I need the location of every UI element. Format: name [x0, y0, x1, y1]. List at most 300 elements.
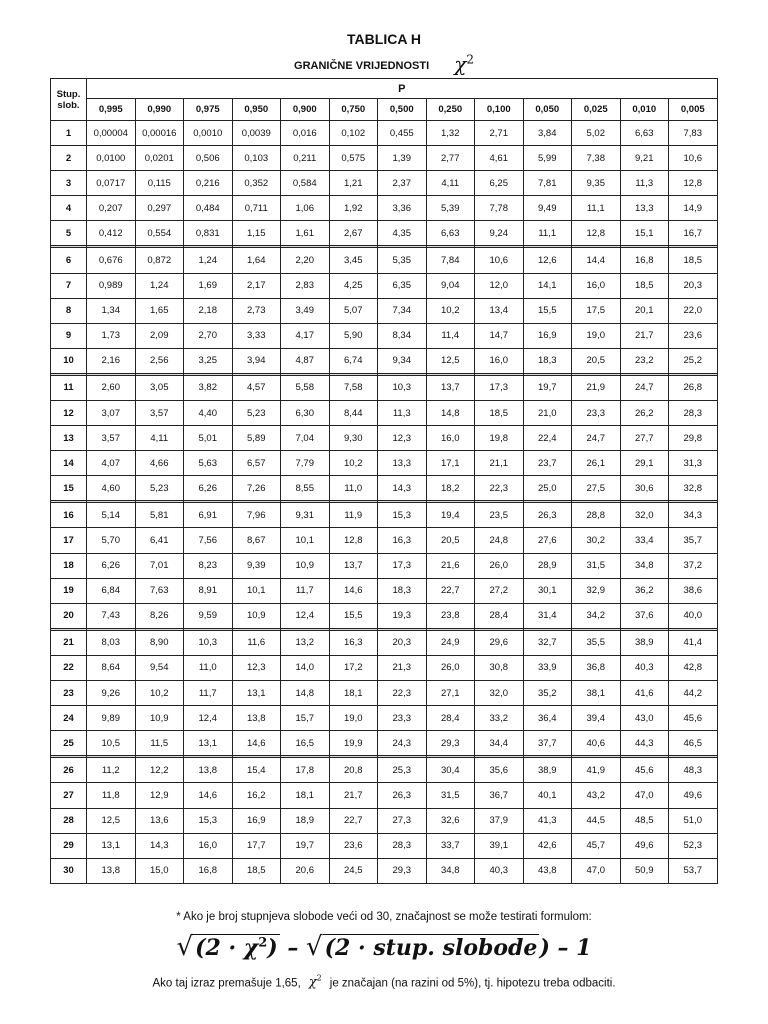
value-cell: 35,5 — [572, 630, 621, 655]
formula: $√(2 \cdot \chi^2) - √(2$ · stup. slobode) – 1 — [176, 932, 592, 962]
value-cell: 15,3 — [378, 503, 427, 528]
value-cell: 38,1 — [572, 681, 621, 706]
value-cell: 26,3 — [378, 783, 427, 808]
value-cell: 12,4 — [184, 706, 233, 731]
value-cell: 40,3 — [620, 655, 669, 680]
table-row — [51, 476, 718, 501]
value-cell: 24,9 — [426, 630, 475, 655]
value-cell: 9,54 — [135, 655, 184, 680]
value-cell: 11,0 — [184, 655, 233, 680]
value-cell: 31,4 — [523, 603, 572, 628]
value-cell: 2,20 — [281, 248, 330, 273]
value-cell: 12,0 — [475, 273, 524, 298]
df-cell: 21 — [51, 630, 87, 655]
df-cell: 6 — [51, 248, 87, 273]
value-cell: 47,0 — [572, 858, 621, 883]
value-cell: 11,6 — [232, 630, 281, 655]
value-cell: 28,8 — [572, 503, 621, 528]
value-cell: 1,06 — [281, 196, 330, 221]
value-cell: 8,44 — [329, 401, 378, 426]
value-cell: 28,9 — [523, 553, 572, 578]
df-cell: 2 — [51, 146, 87, 171]
value-cell: 10,1 — [232, 578, 281, 603]
value-cell: 7,38 — [572, 146, 621, 171]
value-cell: 11,2 — [87, 758, 136, 783]
value-cell: 5,99 — [523, 146, 572, 171]
table-row — [51, 706, 718, 731]
value-cell: 15,5 — [523, 298, 572, 323]
df-cell: 7 — [51, 273, 87, 298]
value-cell: 20,3 — [669, 273, 718, 298]
df-cell: 13 — [51, 426, 87, 451]
table-row — [51, 426, 718, 451]
df-cell: 8 — [51, 298, 87, 323]
value-cell: 32,6 — [426, 808, 475, 833]
df-cell: 29 — [51, 833, 87, 858]
value-cell: 7,63 — [135, 578, 184, 603]
value-cell: 6,30 — [281, 401, 330, 426]
p-value-header: 0,250 — [426, 99, 475, 121]
value-cell: 0,554 — [135, 221, 184, 246]
value-cell: 24,5 — [329, 858, 378, 883]
value-cell: 40,0 — [669, 603, 718, 628]
value-cell: 22,7 — [329, 808, 378, 833]
table-row — [51, 603, 718, 628]
value-cell: 25,2 — [669, 348, 718, 373]
value-cell: 9,31 — [281, 503, 330, 528]
value-cell: 52,3 — [669, 833, 718, 858]
value-cell: 38,9 — [620, 630, 669, 655]
value-cell: 1,34 — [87, 298, 136, 323]
value-cell: 36,7 — [475, 783, 524, 808]
value-cell: 5,63 — [184, 451, 233, 476]
value-cell: 1,61 — [281, 221, 330, 246]
value-cell: 35,7 — [669, 528, 718, 553]
value-cell: 11,7 — [184, 681, 233, 706]
page-title: TABLICA H — [347, 31, 421, 47]
df-cell: 23 — [51, 681, 87, 706]
df-cell: 26 — [51, 758, 87, 783]
value-cell: 6,57 — [232, 451, 281, 476]
value-cell: 25,0 — [523, 476, 572, 501]
p-value-header: 0,950 — [232, 99, 281, 121]
value-cell: 33,7 — [426, 833, 475, 858]
value-cell: 18,3 — [523, 348, 572, 373]
value-cell: 5,14 — [87, 503, 136, 528]
value-cell: 18,5 — [620, 273, 669, 298]
value-cell: 1,69 — [184, 273, 233, 298]
value-cell: 10,6 — [475, 248, 524, 273]
value-cell: 27,2 — [475, 578, 524, 603]
value-cell: 14,9 — [669, 196, 718, 221]
value-cell: 22,0 — [669, 298, 718, 323]
value-cell: 15,7 — [281, 706, 330, 731]
value-cell: 8,23 — [184, 553, 233, 578]
value-cell: 6,35 — [378, 273, 427, 298]
value-cell: 1,64 — [232, 248, 281, 273]
value-cell: 23,6 — [669, 323, 718, 348]
value-cell: 30,1 — [523, 578, 572, 603]
value-cell: 19,0 — [572, 323, 621, 348]
value-cell: 5,23 — [135, 476, 184, 501]
value-cell: 8,91 — [184, 578, 233, 603]
value-cell: 19,4 — [426, 503, 475, 528]
value-cell: 5,01 — [184, 426, 233, 451]
value-cell: 19,7 — [523, 375, 572, 400]
table-row — [51, 783, 718, 808]
value-cell: 40,3 — [475, 858, 524, 883]
value-cell: 44,3 — [620, 731, 669, 756]
value-cell: 13,8 — [232, 706, 281, 731]
value-cell: 34,4 — [475, 731, 524, 756]
value-cell: 13,1 — [184, 731, 233, 756]
table-row — [51, 833, 718, 858]
value-cell: 5,39 — [426, 196, 475, 221]
value-cell: 2,83 — [281, 273, 330, 298]
value-cell: 6,91 — [184, 503, 233, 528]
value-cell: 11,0 — [329, 476, 378, 501]
table-row — [51, 630, 718, 655]
p-value-header: 0,050 — [523, 99, 572, 121]
value-cell: 11,1 — [523, 221, 572, 246]
value-cell: 8,55 — [281, 476, 330, 501]
value-cell: 3,33 — [232, 323, 281, 348]
value-cell: 5,58 — [281, 375, 330, 400]
value-cell: 26,1 — [572, 451, 621, 476]
value-cell: 18,5 — [669, 248, 718, 273]
subtitle-text: GRANIČNE VRIJEDNOSTI — [294, 60, 430, 72]
value-cell: 48,5 — [620, 808, 669, 833]
value-cell: 14,6 — [184, 783, 233, 808]
df-cell: 10 — [51, 348, 87, 373]
value-cell: 26,2 — [620, 401, 669, 426]
value-cell: 14,6 — [329, 578, 378, 603]
value-cell: 43,2 — [572, 783, 621, 808]
value-cell: 17,7 — [232, 833, 281, 858]
value-cell: 5,89 — [232, 426, 281, 451]
value-cell: 41,3 — [523, 808, 572, 833]
value-cell: 4,17 — [281, 323, 330, 348]
value-cell: 0,207 — [87, 196, 136, 221]
value-cell: 42,8 — [669, 655, 718, 680]
value-cell: 30,2 — [572, 528, 621, 553]
value-cell: 25,3 — [378, 758, 427, 783]
df-cell: 14 — [51, 451, 87, 476]
value-cell: 17,3 — [475, 375, 524, 400]
value-cell: 13,7 — [329, 553, 378, 578]
value-cell: 27,1 — [426, 681, 475, 706]
value-cell: 50,9 — [620, 858, 669, 883]
value-cell: 35,6 — [475, 758, 524, 783]
value-cell: 2,70 — [184, 323, 233, 348]
p-value-header: 0,100 — [475, 99, 524, 121]
value-cell: 2,37 — [378, 171, 427, 196]
value-cell: 18,1 — [281, 783, 330, 808]
value-cell: 43,8 — [523, 858, 572, 883]
value-cell: 8,67 — [232, 528, 281, 553]
value-cell: 5,07 — [329, 298, 378, 323]
value-cell: 1,21 — [329, 171, 378, 196]
value-cell: 7,83 — [669, 121, 718, 146]
value-cell: 7,79 — [281, 451, 330, 476]
value-cell: 16,3 — [329, 630, 378, 655]
value-cell: 0,102 — [329, 121, 378, 146]
value-cell: 15,5 — [329, 603, 378, 628]
value-cell: 0,211 — [281, 146, 330, 171]
value-cell: 1,15 — [232, 221, 281, 246]
value-cell: 7,26 — [232, 476, 281, 501]
value-cell: 9,89 — [87, 706, 136, 731]
value-cell: 36,4 — [523, 706, 572, 731]
value-cell: 37,7 — [523, 731, 572, 756]
value-cell: 0,00016 — [135, 121, 184, 146]
value-cell: 10,3 — [184, 630, 233, 655]
table-row — [51, 451, 718, 476]
value-cell: 6,74 — [329, 348, 378, 373]
value-cell: 27,7 — [620, 426, 669, 451]
value-cell: 11,4 — [426, 323, 475, 348]
value-cell: 44,2 — [669, 681, 718, 706]
value-cell: 1,92 — [329, 196, 378, 221]
value-cell: 13,3 — [378, 451, 427, 476]
value-cell: 40,1 — [523, 783, 572, 808]
value-cell: 0,103 — [232, 146, 281, 171]
df-cell: 1 — [51, 121, 87, 146]
value-cell: 20,3 — [378, 630, 427, 655]
p-value-header: 0,025 — [572, 99, 621, 121]
value-cell: 8,90 — [135, 630, 184, 655]
value-cell: 17,2 — [329, 655, 378, 680]
value-cell: 23,6 — [329, 833, 378, 858]
value-cell: 12,6 — [523, 248, 572, 273]
table-row — [51, 808, 718, 833]
p-value-header: 0,900 — [281, 99, 330, 121]
value-cell: 45,6 — [620, 758, 669, 783]
p-header: P — [87, 79, 718, 99]
value-cell: 23,3 — [378, 706, 427, 731]
value-cell: 26,0 — [475, 553, 524, 578]
value-cell: 3,84 — [523, 121, 572, 146]
value-cell: 33,9 — [523, 655, 572, 680]
value-cell: 27,6 — [523, 528, 572, 553]
value-cell: 4,35 — [378, 221, 427, 246]
value-cell: 36,2 — [620, 578, 669, 603]
value-cell: 14,1 — [523, 273, 572, 298]
value-cell: 28,3 — [378, 833, 427, 858]
value-cell: 22,4 — [523, 426, 572, 451]
value-cell: 2,16 — [87, 348, 136, 373]
value-cell: 24,3 — [378, 731, 427, 756]
value-cell: 19,7 — [281, 833, 330, 858]
value-cell: 0,484 — [184, 196, 233, 221]
chi-square-symbol: $\chi^2$ — [454, 52, 474, 76]
df-header: Stup. slob. — [51, 79, 87, 121]
value-cell: 38,6 — [669, 578, 718, 603]
value-cell: 10,2 — [426, 298, 475, 323]
value-cell: 20,8 — [329, 758, 378, 783]
table-row — [51, 758, 718, 783]
value-cell: 26,0 — [426, 655, 475, 680]
value-cell: 5,81 — [135, 503, 184, 528]
value-cell: 15,3 — [184, 808, 233, 833]
table-row — [51, 401, 718, 426]
value-cell: 26,3 — [523, 503, 572, 528]
chi-square-inline-symbol: $\chi^2$ — [308, 974, 322, 991]
value-cell: 21,3 — [378, 655, 427, 680]
df-cell: 5 — [51, 221, 87, 246]
value-cell: 0,989 — [87, 273, 136, 298]
value-cell: 4,40 — [184, 401, 233, 426]
value-cell: 36,8 — [572, 655, 621, 680]
value-cell: 9,26 — [87, 681, 136, 706]
value-cell: 13,4 — [475, 298, 524, 323]
value-cell: 0,352 — [232, 171, 281, 196]
value-cell: 7,01 — [135, 553, 184, 578]
value-cell: 4,66 — [135, 451, 184, 476]
value-cell: 53,7 — [669, 858, 718, 883]
value-cell: 1,24 — [184, 248, 233, 273]
value-cell: 6,63 — [620, 121, 669, 146]
value-cell: 12,8 — [669, 171, 718, 196]
value-cell: 10,2 — [329, 451, 378, 476]
value-cell: 37,6 — [620, 603, 669, 628]
value-cell: 9,04 — [426, 273, 475, 298]
value-cell: 4,11 — [135, 426, 184, 451]
value-cell: 2,17 — [232, 273, 281, 298]
value-cell: 38,9 — [523, 758, 572, 783]
value-cell: 11,1 — [572, 196, 621, 221]
value-cell: 3,82 — [184, 375, 233, 400]
value-cell: 4,61 — [475, 146, 524, 171]
value-cell: 0,584 — [281, 171, 330, 196]
value-cell: 12,3 — [378, 426, 427, 451]
value-cell: 13,2 — [281, 630, 330, 655]
value-cell: 0,831 — [184, 221, 233, 246]
df-cell: 27 — [51, 783, 87, 808]
table-row — [51, 248, 718, 273]
value-cell: 6,41 — [135, 528, 184, 553]
value-cell: 13,1 — [232, 681, 281, 706]
p-value-header: 0,005 — [669, 99, 718, 121]
value-cell: 7,56 — [184, 528, 233, 553]
value-cell: 10,1 — [281, 528, 330, 553]
value-cell: 23,7 — [523, 451, 572, 476]
df-cell: 16 — [51, 503, 87, 528]
value-cell: 29,6 — [475, 630, 524, 655]
value-cell: 11,7 — [281, 578, 330, 603]
value-cell: 46,5 — [669, 731, 718, 756]
value-cell: 3,94 — [232, 348, 281, 373]
value-cell: 5,35 — [378, 248, 427, 273]
value-cell: 12,3 — [232, 655, 281, 680]
value-cell: 32,0 — [620, 503, 669, 528]
value-cell: 11,8 — [87, 783, 136, 808]
value-cell: 45,6 — [669, 706, 718, 731]
value-cell: 10,6 — [669, 146, 718, 171]
value-cell: 16,0 — [426, 426, 475, 451]
value-cell: 12,8 — [329, 528, 378, 553]
value-cell: 2,18 — [184, 298, 233, 323]
value-cell: 12,8 — [572, 221, 621, 246]
value-cell: 0,0717 — [87, 171, 136, 196]
value-cell: 9,39 — [232, 553, 281, 578]
value-cell: 9,34 — [378, 348, 427, 373]
value-cell: 49,6 — [669, 783, 718, 808]
value-cell: 2,77 — [426, 146, 475, 171]
value-cell: 13,7 — [426, 375, 475, 400]
value-cell: 0,0100 — [87, 146, 136, 171]
value-cell: 0,0201 — [135, 146, 184, 171]
value-cell: 21,0 — [523, 401, 572, 426]
value-cell: 45,7 — [572, 833, 621, 858]
value-cell: 21,6 — [426, 553, 475, 578]
value-cell: 40,6 — [572, 731, 621, 756]
value-cell: 16,8 — [620, 248, 669, 273]
value-cell: 41,9 — [572, 758, 621, 783]
value-cell: 30,8 — [475, 655, 524, 680]
value-cell: 41,4 — [669, 630, 718, 655]
value-cell: 5,02 — [572, 121, 621, 146]
value-cell: 5,90 — [329, 323, 378, 348]
value-cell: 7,81 — [523, 171, 572, 196]
value-cell: 20,5 — [572, 348, 621, 373]
value-cell: 28,3 — [669, 401, 718, 426]
value-cell: 37,9 — [475, 808, 524, 833]
p-value-header: 0,010 — [620, 99, 669, 121]
table-row — [51, 121, 718, 146]
value-cell: 34,8 — [620, 553, 669, 578]
value-cell: 26,8 — [669, 375, 718, 400]
value-cell: 11,3 — [620, 171, 669, 196]
value-cell: 10,9 — [232, 603, 281, 628]
value-cell: 14,6 — [232, 731, 281, 756]
value-cell: 0,506 — [184, 146, 233, 171]
value-cell: 14,3 — [378, 476, 427, 501]
value-cell: 16,2 — [232, 783, 281, 808]
value-cell: 3,45 — [329, 248, 378, 273]
value-cell: 32,8 — [669, 476, 718, 501]
value-cell: 10,3 — [378, 375, 427, 400]
value-cell: 1,39 — [378, 146, 427, 171]
value-cell: 32,7 — [523, 630, 572, 655]
value-cell: 23,5 — [475, 503, 524, 528]
value-cell: 0,711 — [232, 196, 281, 221]
value-cell: 27,3 — [378, 808, 427, 833]
value-cell: 31,5 — [572, 553, 621, 578]
value-cell: 18,1 — [329, 681, 378, 706]
table-row — [51, 655, 718, 680]
value-cell: 3,36 — [378, 196, 427, 221]
value-cell: 21,7 — [329, 783, 378, 808]
value-cell: 16,0 — [475, 348, 524, 373]
value-cell: 2,67 — [329, 221, 378, 246]
df-cell: 12 — [51, 401, 87, 426]
value-cell: 13,6 — [135, 808, 184, 833]
value-cell: 0,016 — [281, 121, 330, 146]
value-cell: 1,32 — [426, 121, 475, 146]
value-cell: 10,9 — [135, 706, 184, 731]
value-cell: 6,84 — [87, 578, 136, 603]
value-cell: 0,115 — [135, 171, 184, 196]
value-cell: 9,35 — [572, 171, 621, 196]
value-cell: 8,26 — [135, 603, 184, 628]
value-cell: 37,2 — [669, 553, 718, 578]
value-cell: 1,65 — [135, 298, 184, 323]
value-cell: 51,0 — [669, 808, 718, 833]
value-cell: 18,9 — [281, 808, 330, 833]
value-cell: 10,5 — [87, 731, 136, 756]
df-cell: 30 — [51, 858, 87, 883]
